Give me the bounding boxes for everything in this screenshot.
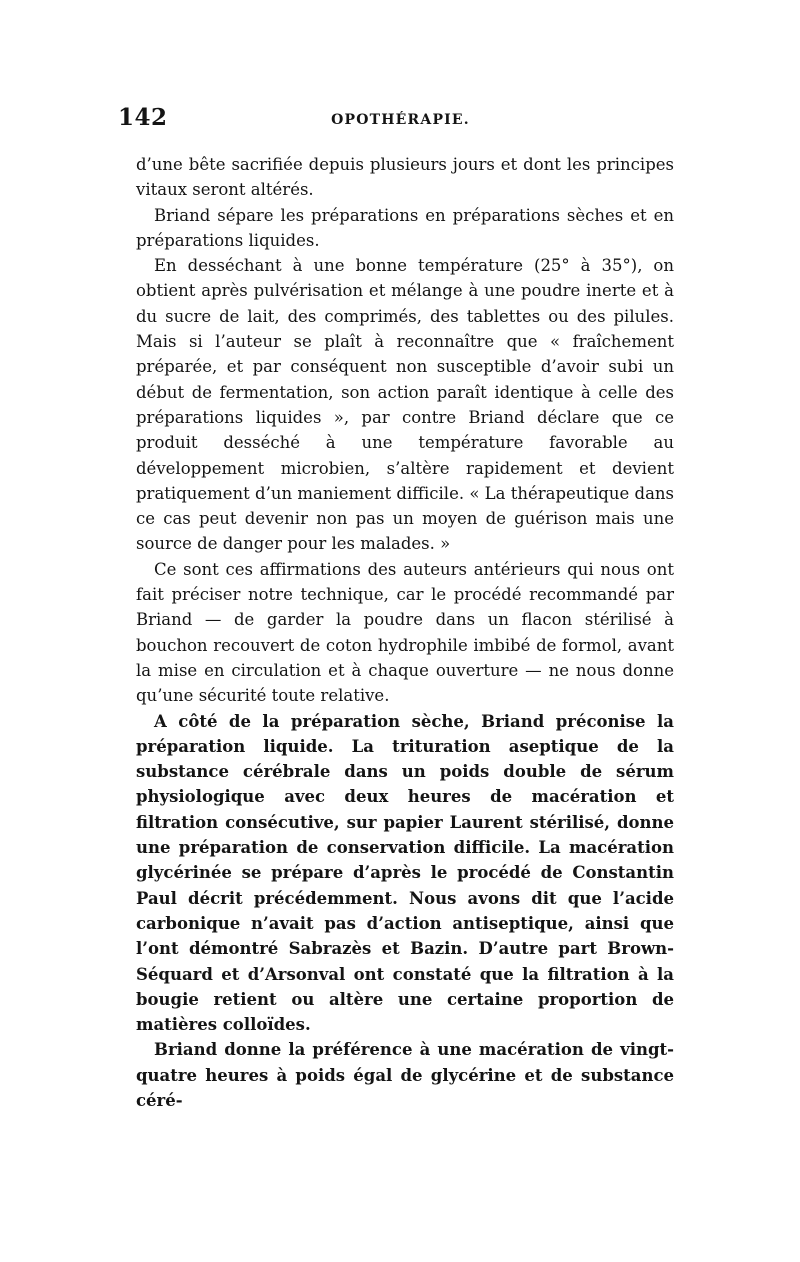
body-text bbox=[136, 152, 674, 1113]
page-number: 142 bbox=[118, 104, 168, 131]
paragraph-preparations: Briand sépare les préparations en préparations sèches et en préparations liquides. bbox=[136, 205, 674, 250]
paragraph-continuation: d’une bête sacrifiée depuis plusieurs jours et dont les principes vitaux seront altérés. bbox=[136, 155, 674, 200]
paragraph-dessication: En desséchant à une bonne température (25° à 35°), on obtient après pulvérisation et mélange à une poudre inerte et à du sucre de lait, des comprimés, des tablettes ou des pilules. Mais si l’auteur se plaît à reconnaître que « fraîchement préparée, et par conséquent non susceptible d’avoir subi un début de fermentation, son action paraît identique à celle des préparations liquides », par contre Briand déclare que ce produit desséché à une température favorable au développement microbien, s’altère rapidement et devient pratiquement d’un maniement difficile. « La thérapeutique dans ce cas peut devenir non pas un moyen de guérison mais une source de danger pour les malades. » bbox=[136, 256, 674, 554]
paragraph-maceration: Briand donne la préférence à une macération de vingt-quatre heures à poids égal de glycérine et de substance céré- bbox=[136, 1040, 674, 1110]
page-header bbox=[118, 104, 683, 144]
running-title: OPOTHÉRAPIE. bbox=[331, 112, 470, 128]
paragraph-technique: Ce sont ces affirmations des auteurs antérieurs qui nous ont fait préciser notre technique, car le procédé recommandé par Briand — de garder la poudre dans un flacon stérilisé à bouchon recouvert de coton hydrophile imbibé de formol, avant la mise en circulation et à chaque ouverture — ne nous donne qu’une sécurité toute relative. bbox=[136, 559, 674, 706]
paragraph-liquid-preparation: A côté de la préparation sèche, Briand préconise la préparation liquide. La trituration aseptique de la substance cérébrale dans un poids double de sérum physiologique avec deux heures de macération et filtration consécutive, sur papier Laurent stérilisé, donne une préparation de conservation difficile. La macération glycérinée se prépare d’après le procédé de Constantin Paul décrit précédemment. Nous avons dit que l’acide carbonique n’avait pas d’action antiseptique, ainsi que l’ont démontré Sabrazès et Bazin. D’autre part Brown-Séquard et d’Arsonval ont constaté que la filtration à la bougie retient ou altère une certaine proportion de matières colloïdes. bbox=[136, 711, 674, 1035]
